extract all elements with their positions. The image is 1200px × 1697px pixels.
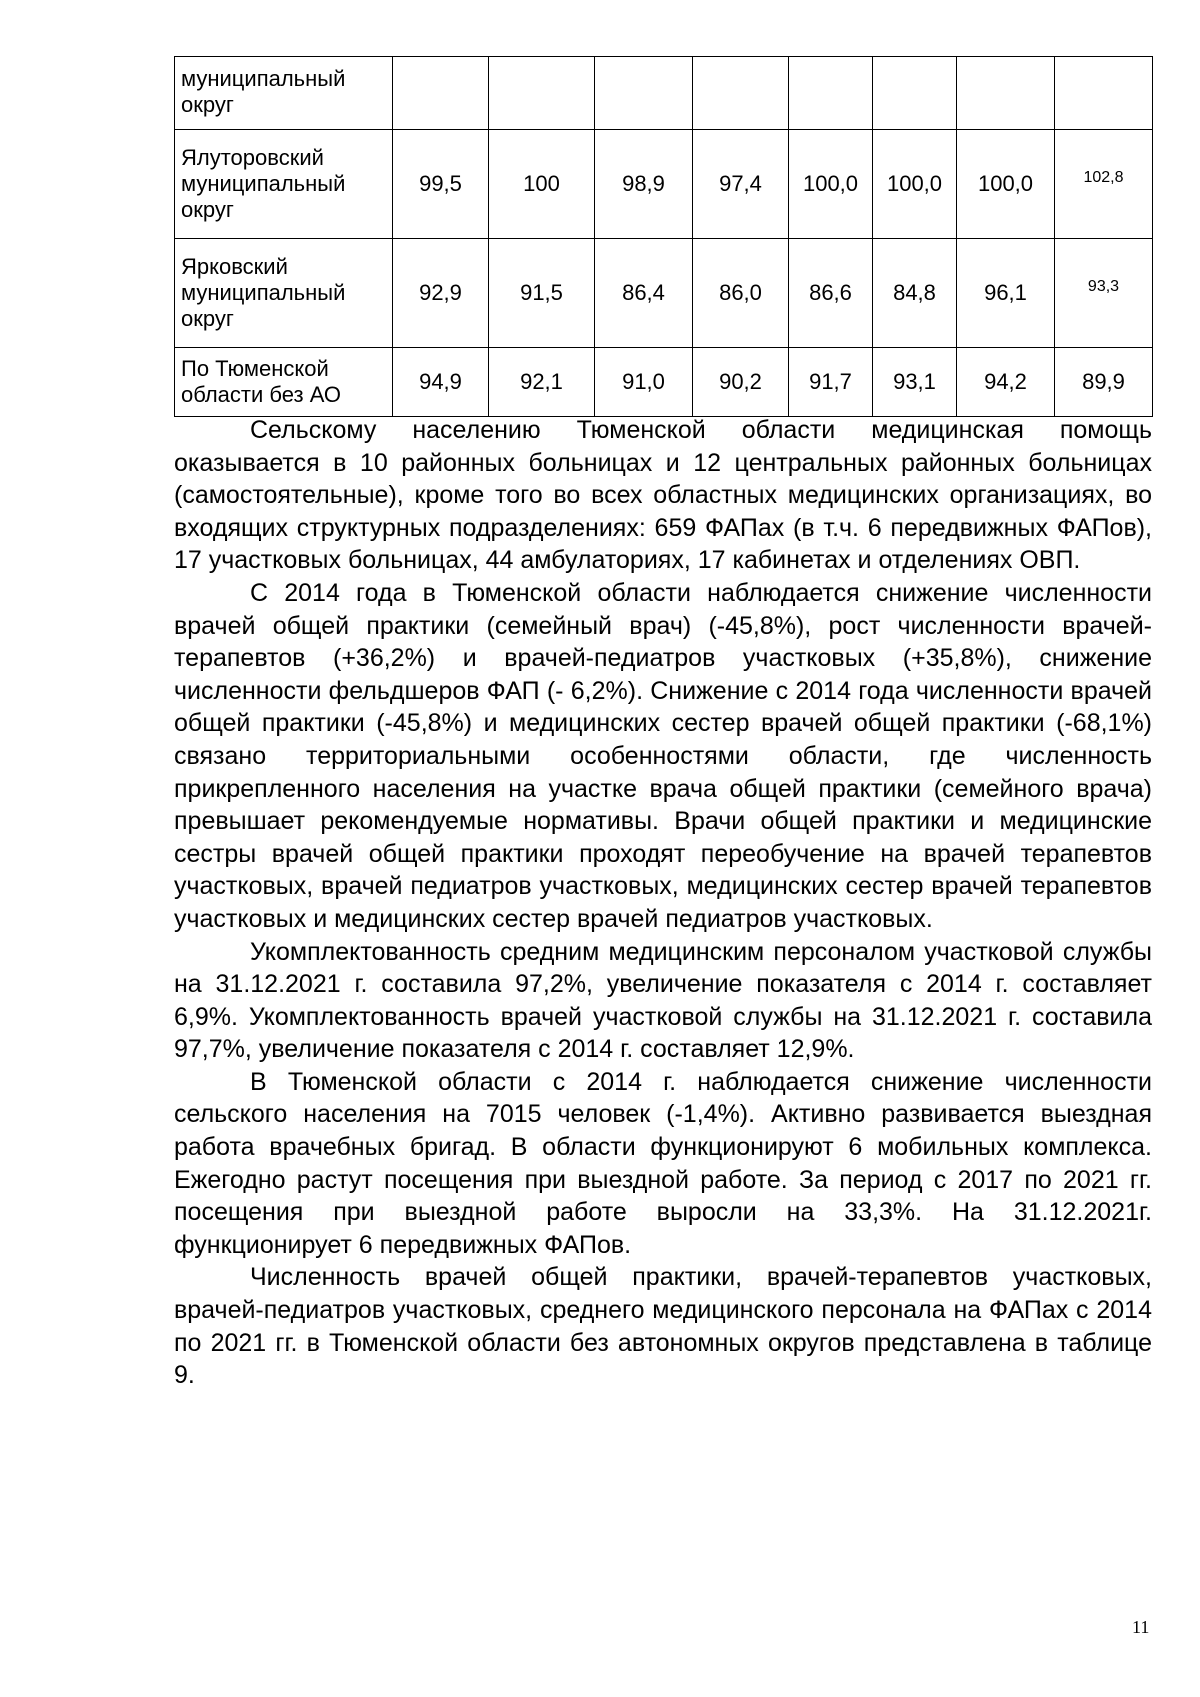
row-label-line: области без АО	[181, 382, 342, 407]
table-cell	[957, 57, 1055, 130]
data-table	[174, 56, 1153, 417]
row-label	[175, 348, 393, 417]
table-cell: 99,5	[393, 130, 489, 239]
paragraph-rural-care: Сельскому населению Тюменской области медицинская помощь оказывается в 10 районных больницах и 12 центральных районных больницах (самостоятельные), кроме того во всех областных медицинских организациях, во входящих структурных подразделениях: 659 ФАПах (в т.ч. 6 передвижных ФАПов), 17 участковых больницах, 44 амбулаториях, 17 кабинетах и отделениях ОВП.	[174, 416, 1152, 575]
row-label-line: муниципальный	[181, 171, 346, 196]
table-cell	[789, 57, 873, 130]
paragraph-mobile-work: В Тюменской области с 2014 г. наблюдается снижение численности сельского населения на 7015 человек (-1,4%). Активно развивается выездная работа врачебных бригад. В области функционируют 6 мобильных комплекса. Ежегодно растут посещения при выездной работе. За период с 2017 по 2021 гг. посещения при выездной работе выросли на 33,3%. На 31.12.2021г. функционирует 6 передвижных ФАПов.	[174, 1067, 1152, 1259]
table-row	[175, 348, 1153, 417]
row-label-line: округ	[181, 306, 234, 331]
table-row	[175, 57, 1153, 130]
row-label-line: муниципальный	[181, 66, 346, 91]
row-label	[175, 130, 393, 239]
table-cell	[489, 57, 595, 130]
table-cell	[393, 57, 489, 130]
table-cell: 86,4	[595, 239, 693, 348]
table-cell: 100,0	[957, 130, 1055, 239]
row-label-line: По Тюменской	[181, 356, 329, 381]
table-cell: 94,9	[393, 348, 489, 417]
body-text	[174, 414, 1152, 1392]
table-cell	[693, 57, 789, 130]
paragraph-staff-dynamics: С 2014 года в Тюменской области наблюдается снижение численности врачей общей практики (семейный врач) (-45,8%), рост численности врачей-терапевтов (+36,2%) и врачей-педиатров участковых (+35,8%), снижение численности фельдшеров ФАП (- 6,2%). Снижение с 2014 года численности врачей общей практики (-45,8%) и медицинских сестер врачей общей практики (-68,1%) связано территориальными особенностями области, где численность прикрепленного населения на участке врача общей практики (семейного врача) превышает рекомендуемые нормативы. Врачи общей практики и медицинские сестры врачей общей практики проходят переобучение на врачей терапевтов участковых, врачей педиатров участковых, медицинских сестер врачей терапевтов участковых и медицинских сестер врачей педиатров участковых.	[174, 578, 1152, 933]
table-cell: 100	[489, 130, 595, 239]
row-label-line: округ	[181, 197, 234, 222]
table-cell: 93,1	[873, 348, 957, 417]
table-cell: 100,0	[873, 130, 957, 239]
table-cell: 100,0	[789, 130, 873, 239]
table-cell: 86,0	[693, 239, 789, 348]
table-cell: 91,5	[489, 239, 595, 348]
table-cell: 96,1	[957, 239, 1055, 348]
row-label-line: Ярковский	[181, 254, 288, 279]
table-cell: 94,2	[957, 348, 1055, 417]
row-label-line: округ	[181, 92, 234, 117]
table-cell: 102,8	[1055, 130, 1153, 239]
row-label-line: муниципальный	[181, 280, 346, 305]
data-table-container	[174, 56, 1152, 417]
row-label	[175, 239, 393, 348]
table-cell: 91,0	[595, 348, 693, 417]
table-cell: 90,2	[693, 348, 789, 417]
table-cell: 92,1	[489, 348, 595, 417]
table-row	[175, 239, 1153, 348]
table-cell: 89,9	[1055, 348, 1153, 417]
table-cell	[595, 57, 693, 130]
paragraph-table-reference: Численность врачей общей практики, врачей-терапевтов участковых, врачей-педиатров участковых, среднего медицинского персонала на ФАПах с 2014 по 2021 гг. в Тюменской области без автономных округов представлена в таблице 9.	[174, 1263, 1152, 1390]
row-label	[175, 57, 393, 130]
table-cell: 91,7	[789, 348, 873, 417]
table-cell	[873, 57, 957, 130]
table-row	[175, 130, 1153, 239]
table-cell: 93,3	[1055, 239, 1153, 348]
table-cell: 98,9	[595, 130, 693, 239]
table-cell: 84,8	[873, 239, 957, 348]
table-cell: 97,4	[693, 130, 789, 239]
page-number: 11	[1132, 1617, 1150, 1637]
table-cell: 92,9	[393, 239, 489, 348]
paragraph-staffing-level: Укомплектованность средним медицинским персоналом участковой службы на 31.12.2021 г. составила 97,2%, увеличение показателя с 2014 г. составляет 6,9%. Укомплектованность врачей участковой службы на 31.12.2021 г. составила 97,7%, увеличение показателя с 2014 г. составляет 12,9%.	[174, 937, 1152, 1064]
table-cell	[1055, 57, 1153, 130]
row-label-line: Ялуторовский	[181, 145, 324, 170]
table-cell: 86,6	[789, 239, 873, 348]
